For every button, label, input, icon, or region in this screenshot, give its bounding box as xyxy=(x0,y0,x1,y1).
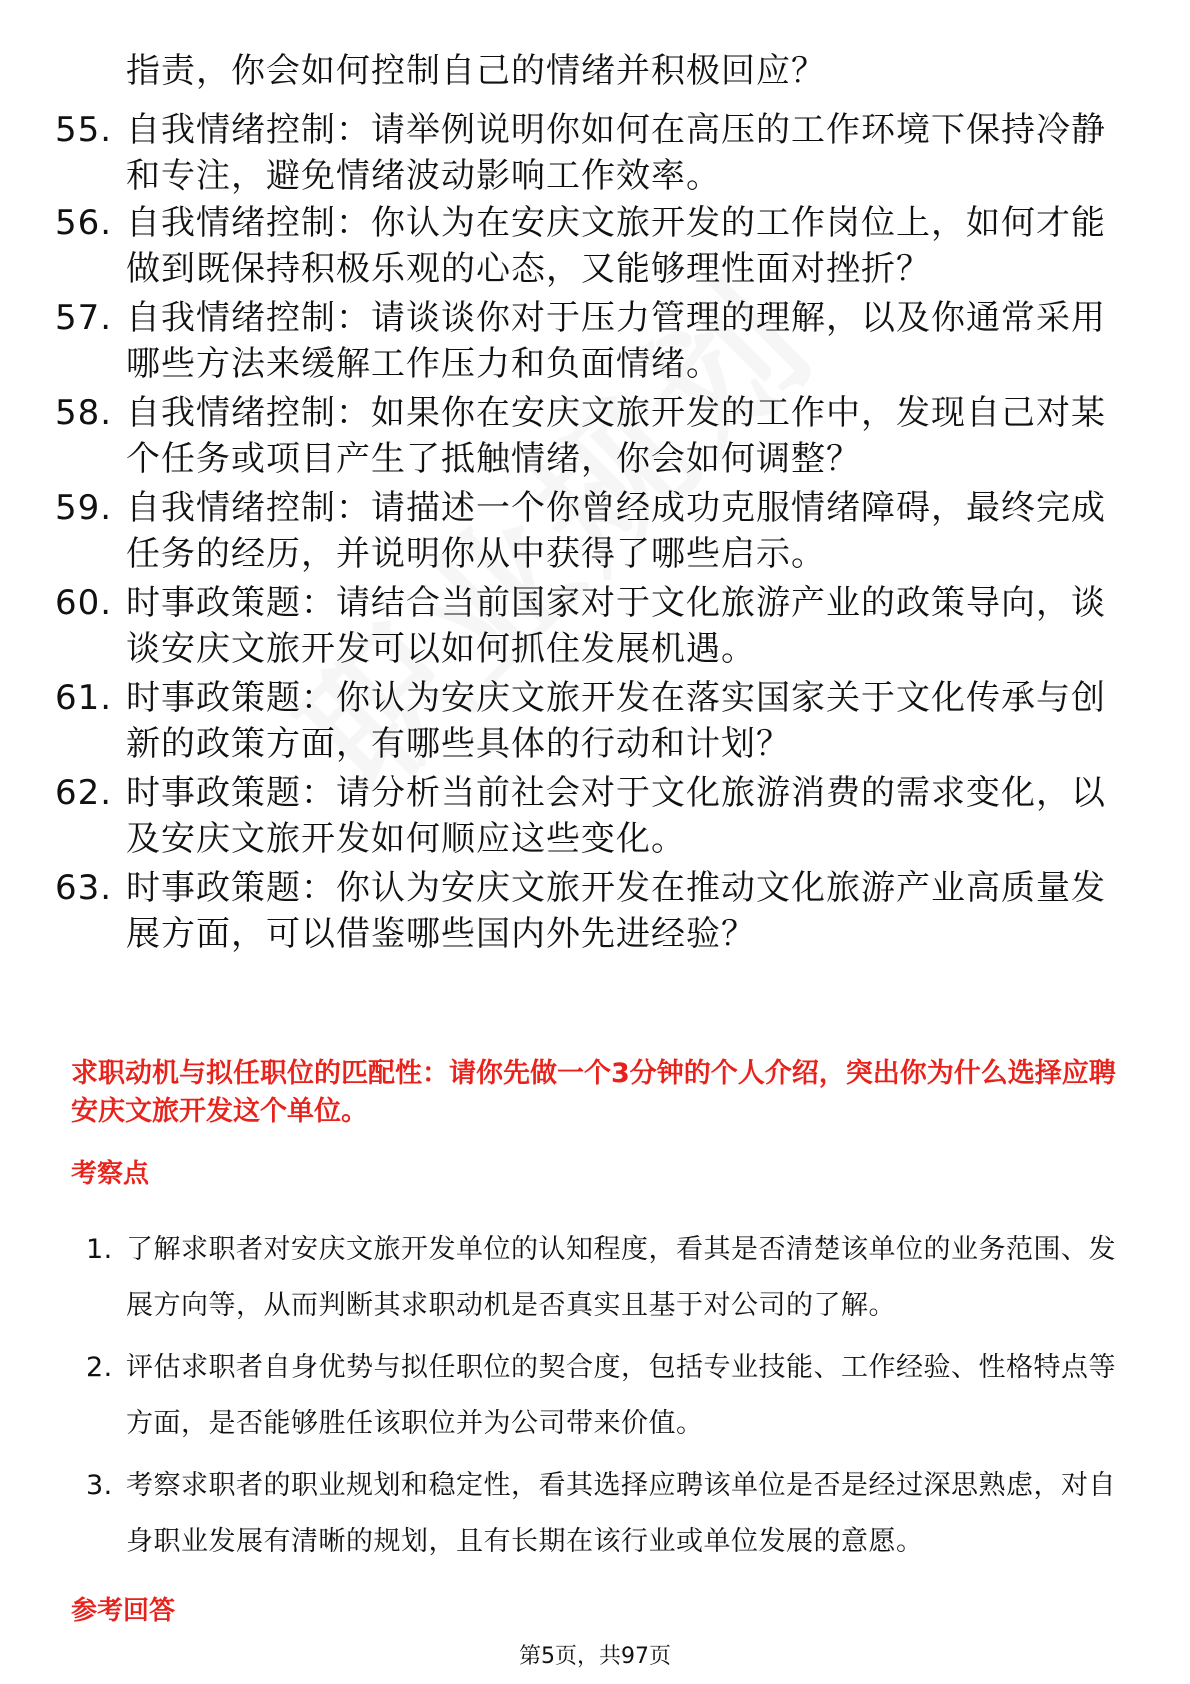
question-text: 自我情绪控制：如果你在安庆文旅开发的工作中，发现自己对某个任务或项目产生了抵触情绪，你会如何调整？ xyxy=(126,393,1106,479)
point-text: 了解求职者对安庆文旅开发单位的认知程度，看其是否清楚该单位的业务范围、发展方向等，从而判断其求职动机是否真实且基于对公司的了解。 xyxy=(126,1234,1116,1321)
question-number: 57. xyxy=(55,298,113,338)
point-number: 2. xyxy=(86,1352,113,1383)
reference-answer-label: 参考回答 xyxy=(71,1596,176,1626)
continuation-text: 指责，你会如何控制自己的情绪并积极回应？ xyxy=(126,51,826,91)
question-text: 自我情绪控制：请描述一个你曾经成功克服情绪障碍，最终完成任务的经历，并说明你从中获得了哪些启示。 xyxy=(126,488,1106,574)
question-number: 55. xyxy=(55,110,113,150)
assessment-label: 考察点 xyxy=(71,1159,150,1189)
point-text: 评估求职者自身优势与拟任职位的契合度，包括专业技能、工作经验、性格特点等方面，是否能够胜任该职位并为公司带来价值。 xyxy=(126,1352,1116,1439)
point-number: 1. xyxy=(86,1234,113,1265)
question-number: 60. xyxy=(55,583,113,623)
question-text: 时事政策题：请分析当前社会对于文化旅游消费的需求变化，以及安庆文旅开发如何顺应这些变化。 xyxy=(126,773,1106,859)
question-number: 56. xyxy=(55,203,113,243)
question-text: 时事政策题：请结合当前国家对于文化旅游产业的政策导向，谈谈安庆文旅开发可以如何抓住发展机遇。 xyxy=(126,583,1106,669)
section-heading: 求职动机与拟任职位的匹配性：请你先做一个3分钟的个人介绍，突出你为什么选择应聘安庆文旅开发这个单位。 xyxy=(71,1058,1116,1127)
point-number: 3. xyxy=(86,1470,113,1501)
page-footer: 第5页，共97页 xyxy=(519,1644,671,1669)
question-number: 63. xyxy=(55,868,113,908)
question-text: 时事政策题：你认为安庆文旅开发在推动文化旅游产业高质量发展方面，可以借鉴哪些国内外先进经验？ xyxy=(126,868,1106,954)
question-number: 59. xyxy=(55,488,113,528)
question-text: 自我情绪控制：请谈谈你对于压力管理的理解，以及你通常采用哪些方法来缓解工作压力和负面情绪。 xyxy=(126,298,1106,384)
question-number: 58. xyxy=(55,393,113,433)
question-number: 62. xyxy=(55,773,113,813)
question-text: 时事政策题：你认为安庆文旅开发在落实国家关于文化传承与创新的政策方面，有哪些具体的行动和计划？ xyxy=(126,678,1106,764)
point-text: 考察求职者的职业规划和稳定性，看其选择应聘该单位是否是经过深思熟虑，对自身职业发展有清晰的规划，且有长期在该行业或单位发展的意愿。 xyxy=(126,1470,1116,1557)
question-text: 自我情绪控制：你认为在安庆文旅开发的工作岗位上，如何才能做到既保持积极乐观的心态，又能够理性面对挫折？ xyxy=(126,203,1106,289)
question-text: 自我情绪控制：请举例说明你如何在高压的工作环境下保持冷静和专注，避免情绪波动影响工作效率。 xyxy=(126,110,1106,196)
question-number: 61. xyxy=(55,678,113,718)
